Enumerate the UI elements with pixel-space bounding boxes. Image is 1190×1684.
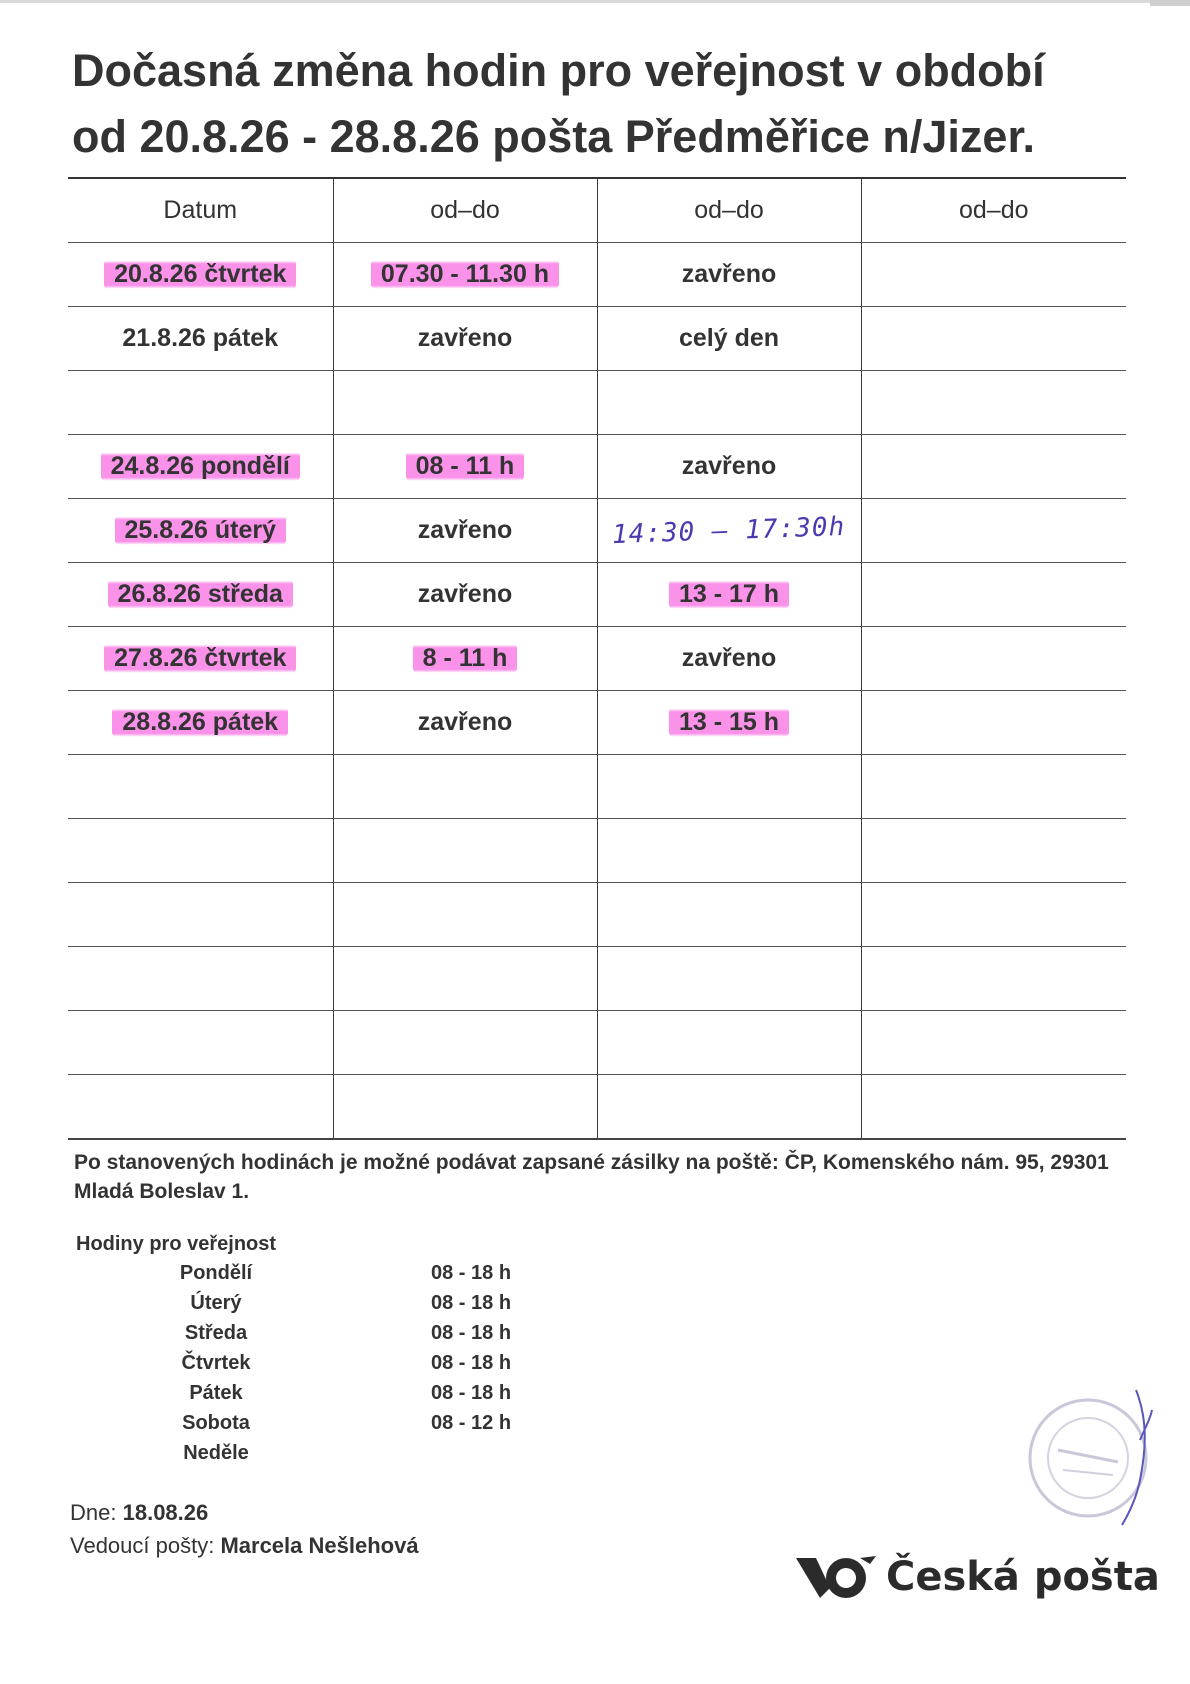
cell-time-1 bbox=[333, 435, 597, 499]
hours-day: Pátek bbox=[189, 1382, 243, 1404]
scan-edge-corner bbox=[1150, 0, 1190, 6]
highlighted-time: 13 - 15 h bbox=[669, 706, 789, 738]
post-manager bbox=[70, 1533, 419, 1559]
cell-time-1: zavřeno bbox=[333, 307, 597, 371]
cell-time-2 bbox=[597, 691, 861, 755]
issue-date-label: Dne: bbox=[70, 1500, 117, 1525]
hours-time: 08 - 18 h bbox=[431, 1382, 512, 1404]
cell-time-2 bbox=[597, 883, 861, 947]
cell-time-1: zavřeno bbox=[333, 563, 597, 627]
hours-day: Sobota bbox=[182, 1412, 250, 1434]
header-from-to-1: od–do bbox=[333, 178, 597, 243]
post-office-stamp-icon bbox=[1018, 1380, 1168, 1530]
table-row bbox=[68, 307, 1126, 371]
highlighted-date: 25.8.26 úterý bbox=[115, 514, 287, 546]
table-row bbox=[68, 883, 1126, 947]
hours-day: Neděle bbox=[183, 1442, 249, 1464]
header-from-to-3: od–do bbox=[861, 178, 1126, 243]
cell-date bbox=[68, 563, 333, 627]
cell-date bbox=[68, 435, 333, 499]
logo-text: Česká pošta bbox=[886, 1554, 1160, 1600]
scan-edge bbox=[0, 0, 1190, 3]
hours-time: 08 - 18 h bbox=[431, 1352, 512, 1374]
table-row bbox=[68, 947, 1126, 1011]
highlighted-date: 27.8.26 čtvrtek bbox=[104, 642, 296, 674]
table-row bbox=[68, 1075, 1126, 1140]
cell-time-2 bbox=[597, 563, 861, 627]
cell-date bbox=[68, 371, 333, 435]
cell-time-3 bbox=[861, 435, 1126, 499]
cell-time-2 bbox=[597, 499, 861, 563]
cell-time-1 bbox=[333, 1075, 597, 1140]
highlighted-time: 8 - 11 h bbox=[413, 642, 518, 674]
after-hours-note: Po stanovených hodinách je možné podávat zapsané zásilky na poště: ČP, Komenského nám. 95, 29301 Mladá Boleslav 1. bbox=[74, 1151, 1109, 1203]
hours-day: Čtvrtek bbox=[181, 1352, 251, 1374]
cell-time-3 bbox=[861, 243, 1126, 307]
header-date: Datum bbox=[68, 178, 333, 243]
table-row bbox=[68, 819, 1126, 883]
cell-date bbox=[68, 627, 333, 691]
highlighted-time: 07.30 - 11.30 h bbox=[371, 258, 559, 290]
cell-date bbox=[68, 883, 333, 947]
hours-day: Pondělí bbox=[179, 1262, 253, 1284]
opening-hours-title: Hodiny pro veřejnost bbox=[76, 1233, 277, 1255]
cell-date bbox=[68, 755, 333, 819]
post-manager-name: Marcela Nešlehová bbox=[220, 1533, 419, 1558]
cell-time-1 bbox=[333, 371, 597, 435]
hours-day: Středa bbox=[184, 1322, 248, 1344]
cell-time-3 bbox=[861, 947, 1126, 1011]
title-line-2: od 20.8.26 - 28.8.26 pošta Předměřice n/Jizer. bbox=[72, 111, 1035, 162]
cell-date bbox=[68, 1011, 333, 1075]
cell-time-2: zavřeno bbox=[597, 627, 861, 691]
cell-date bbox=[68, 947, 333, 1011]
title-line-1: Dočasná změna hodin pro veřejnost v období bbox=[72, 45, 1045, 96]
cell-time-1 bbox=[333, 1011, 597, 1075]
page-title bbox=[72, 38, 1132, 170]
table-row bbox=[68, 243, 1126, 307]
hours-time: 08 - 18 h bbox=[431, 1322, 512, 1344]
cell-time-1: zavřeno bbox=[333, 691, 597, 755]
highlighted-date: 26.8.26 středa bbox=[108, 578, 293, 610]
cell-date: 21.8.26 pátek bbox=[68, 307, 333, 371]
hours-time: 08 - 18 h bbox=[431, 1262, 512, 1284]
cell-time-3 bbox=[861, 883, 1126, 947]
cell-time-1 bbox=[333, 947, 597, 1011]
cell-time-1: zavřeno bbox=[333, 499, 597, 563]
table-row bbox=[68, 563, 1126, 627]
cell-time-2: celý den bbox=[597, 307, 861, 371]
table-row bbox=[68, 371, 1126, 435]
cell-time-3 bbox=[861, 819, 1126, 883]
cell-time-2 bbox=[597, 947, 861, 1011]
handwritten-time: 14:30 – 17:30h bbox=[611, 511, 847, 550]
cell-time-3 bbox=[861, 1075, 1126, 1140]
table-row bbox=[68, 1011, 1126, 1075]
cell-time-3 bbox=[861, 691, 1126, 755]
cell-time-3 bbox=[861, 371, 1126, 435]
cell-time-1 bbox=[333, 627, 597, 691]
cell-time-3 bbox=[861, 307, 1126, 371]
cell-time-3 bbox=[861, 755, 1126, 819]
table-row bbox=[68, 691, 1126, 755]
hours-day: Úterý bbox=[190, 1292, 242, 1314]
cell-time-1 bbox=[333, 819, 597, 883]
cell-time-2 bbox=[597, 1075, 861, 1140]
hours-time: 08 - 18 h bbox=[431, 1292, 512, 1314]
cell-time-3 bbox=[861, 563, 1126, 627]
highlighted-time: 08 - 11 h bbox=[406, 450, 525, 482]
highlighted-date: 24.8.26 pondělí bbox=[101, 450, 300, 482]
cell-date bbox=[68, 691, 333, 755]
table-row bbox=[68, 755, 1126, 819]
cell-time-3 bbox=[861, 1011, 1126, 1075]
hours-row-sunday bbox=[76, 1442, 676, 1472]
cell-time-2: zavřeno bbox=[597, 243, 861, 307]
post-horn-icon bbox=[794, 1552, 878, 1608]
hours-row-friday bbox=[76, 1382, 676, 1412]
highlighted-date: 28.8.26 pátek bbox=[112, 706, 288, 738]
cell-time-3 bbox=[861, 627, 1126, 691]
cell-time-2 bbox=[597, 755, 861, 819]
table-row bbox=[68, 627, 1126, 691]
table-header-row bbox=[68, 178, 1126, 243]
issue-date-value: 18.08.26 bbox=[122, 1500, 209, 1525]
ceska-posta-logo bbox=[794, 1552, 1160, 1612]
issue-date bbox=[70, 1500, 208, 1526]
cell-date bbox=[68, 499, 333, 563]
cell-time-2: zavřeno bbox=[597, 435, 861, 499]
hours-time: 08 - 12 h bbox=[431, 1412, 512, 1434]
cell-time-2 bbox=[597, 1011, 861, 1075]
hours-row-saturday bbox=[76, 1412, 676, 1442]
cell-time-1 bbox=[333, 243, 597, 307]
post-manager-label: Vedoucí pošty: bbox=[70, 1533, 215, 1558]
highlighted-time: 13 - 17 h bbox=[669, 578, 789, 610]
cell-date bbox=[68, 243, 333, 307]
cell-date bbox=[68, 819, 333, 883]
cell-time-1 bbox=[333, 755, 597, 819]
table-row bbox=[68, 435, 1126, 499]
cell-date bbox=[68, 1075, 333, 1140]
schedule-table bbox=[68, 177, 1126, 1140]
cell-time-3 bbox=[861, 499, 1126, 563]
header-from-to-2: od–do bbox=[597, 178, 861, 243]
table-row bbox=[68, 499, 1126, 563]
cell-time-2 bbox=[597, 371, 861, 435]
cell-time-1 bbox=[333, 883, 597, 947]
cell-time-2 bbox=[597, 819, 861, 883]
highlighted-date: 20.8.26 čtvrtek bbox=[104, 258, 296, 290]
hours-row-wednesday bbox=[76, 1322, 676, 1352]
hours-row-tuesday bbox=[76, 1292, 676, 1322]
hours-row-monday bbox=[76, 1262, 676, 1292]
hours-row-thursday bbox=[76, 1352, 676, 1382]
